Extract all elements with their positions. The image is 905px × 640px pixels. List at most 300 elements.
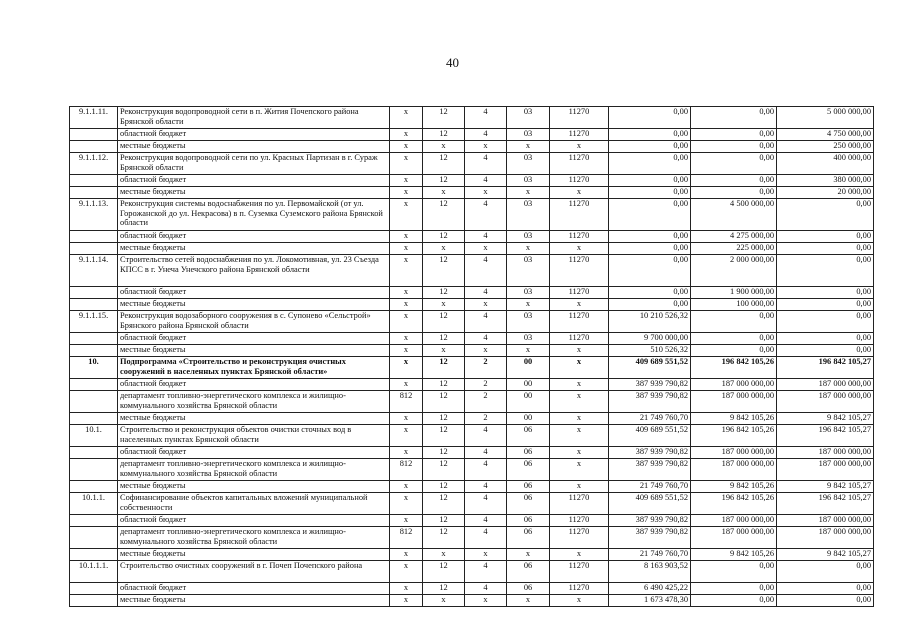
- row-value-2: 196 842 105,26: [691, 425, 777, 447]
- row-value-3: 196 842 105,27: [777, 425, 874, 447]
- row-name: Строительство очистных сооружений в г. Почеп Почепского района: [118, 561, 390, 583]
- row-section: 12: [423, 425, 465, 447]
- row-grbs: х: [390, 287, 423, 299]
- row-value-2: 187 000 000,00: [691, 379, 777, 391]
- row-subsection: 4: [465, 583, 507, 595]
- row-value-1: 21 749 760,70: [609, 413, 691, 425]
- row-section: 12: [423, 333, 465, 345]
- row-name: местные бюджеты: [118, 243, 390, 255]
- row-code: [70, 287, 118, 299]
- row-program: 06: [507, 425, 550, 447]
- row-grbs: 812: [390, 527, 423, 549]
- row-grbs: х: [390, 333, 423, 345]
- row-code: [70, 345, 118, 357]
- table-row: [70, 379, 874, 391]
- row-section: 12: [423, 153, 465, 175]
- row-grbs: х: [390, 187, 423, 199]
- row-value-1: 0,00: [609, 199, 691, 231]
- row-program: 03: [507, 175, 550, 187]
- row-subsection: 4: [465, 481, 507, 493]
- row-value-3: 187 000 000,00: [777, 379, 874, 391]
- row-name: департамент топливно-энергетического комплекса и жилищно-коммунального хозяйства Брянской области: [118, 391, 390, 413]
- row-name: Реконструкция водозаборного сооружения в с. Супонево «Сельстрой» Брянского района Брянской области: [118, 311, 390, 333]
- row-code: 9.1.1.15.: [70, 311, 118, 333]
- row-value-3: 20 000,00: [777, 187, 874, 199]
- row-subsection: 2: [465, 391, 507, 413]
- row-target: 11270: [550, 153, 609, 175]
- row-target: х: [550, 447, 609, 459]
- row-value-3: 0,00: [777, 243, 874, 255]
- row-section: х: [423, 187, 465, 199]
- table-row: [70, 425, 874, 447]
- table-row: [70, 311, 874, 333]
- row-name: областной бюджет: [118, 515, 390, 527]
- row-code: [70, 583, 118, 595]
- row-name: департамент топливно-энергетического комплекса и жилищно-коммунального хозяйства Брянской области: [118, 527, 390, 549]
- table-row: [70, 175, 874, 187]
- row-name: областной бюджет: [118, 129, 390, 141]
- row-value-1: 387 939 790,82: [609, 447, 691, 459]
- row-subsection: х: [465, 299, 507, 311]
- row-name: местные бюджеты: [118, 481, 390, 493]
- row-program: 03: [507, 311, 550, 333]
- row-value-2: 1 900 000,00: [691, 287, 777, 299]
- row-section: х: [423, 299, 465, 311]
- row-program: 03: [507, 129, 550, 141]
- row-value-3: 0,00: [777, 287, 874, 299]
- row-program: 03: [507, 231, 550, 243]
- row-value-3: 9 842 105,27: [777, 549, 874, 561]
- row-grbs: х: [390, 595, 423, 607]
- row-value-3: 0,00: [777, 595, 874, 607]
- row-subsection: х: [465, 187, 507, 199]
- row-target: 11270: [550, 493, 609, 515]
- row-subsection: 4: [465, 311, 507, 333]
- row-name: Подпрограмма «Строительство и реконструкция очистных сооружений в населенных пунктах Брянской области»: [118, 357, 390, 379]
- row-value-1: 0,00: [609, 243, 691, 255]
- table-row: [70, 357, 874, 379]
- row-grbs: х: [390, 141, 423, 153]
- row-grbs: х: [390, 107, 423, 129]
- row-target: х: [550, 379, 609, 391]
- row-value-1: 387 939 790,82: [609, 459, 691, 481]
- row-name: областной бюджет: [118, 175, 390, 187]
- row-value-2: 187 000 000,00: [691, 515, 777, 527]
- row-value-1: 0,00: [609, 141, 691, 153]
- row-value-3: 187 000 000,00: [777, 527, 874, 549]
- row-section: 12: [423, 379, 465, 391]
- row-target: 11270: [550, 199, 609, 231]
- row-subsection: 4: [465, 515, 507, 527]
- row-name: областной бюджет: [118, 287, 390, 299]
- row-grbs: х: [390, 493, 423, 515]
- row-program: 00: [507, 391, 550, 413]
- row-section: 12: [423, 199, 465, 231]
- row-value-1: 387 939 790,82: [609, 527, 691, 549]
- row-section: 12: [423, 391, 465, 413]
- table-row: [70, 243, 874, 255]
- row-value-2: 0,00: [691, 129, 777, 141]
- row-value-1: 510 526,32: [609, 345, 691, 357]
- row-target: х: [550, 357, 609, 379]
- row-section: 12: [423, 357, 465, 379]
- row-grbs: х: [390, 199, 423, 231]
- row-value-3: 0,00: [777, 561, 874, 583]
- row-value-2: 0,00: [691, 583, 777, 595]
- row-value-3: 0,00: [777, 231, 874, 243]
- row-grbs: х: [390, 481, 423, 493]
- row-target: х: [550, 345, 609, 357]
- row-subsection: 2: [465, 379, 507, 391]
- table-row: [70, 141, 874, 153]
- row-value-2: 0,00: [691, 595, 777, 607]
- row-grbs: х: [390, 379, 423, 391]
- row-value-2: 0,00: [691, 187, 777, 199]
- row-code: [70, 129, 118, 141]
- row-value-2: 0,00: [691, 311, 777, 333]
- row-target: х: [550, 549, 609, 561]
- row-subsection: 4: [465, 425, 507, 447]
- row-program: х: [507, 549, 550, 561]
- table-row: [70, 595, 874, 607]
- row-subsection: 4: [465, 129, 507, 141]
- row-section: 12: [423, 459, 465, 481]
- row-target: 11270: [550, 333, 609, 345]
- row-section: 12: [423, 481, 465, 493]
- row-code: [70, 333, 118, 345]
- row-grbs: х: [390, 175, 423, 187]
- row-value-2: 0,00: [691, 153, 777, 175]
- row-target: 11270: [550, 287, 609, 299]
- table-row: [70, 153, 874, 175]
- row-section: х: [423, 243, 465, 255]
- row-section: 12: [423, 231, 465, 243]
- row-program: х: [507, 345, 550, 357]
- row-value-1: 409 689 551,52: [609, 357, 691, 379]
- row-target: х: [550, 595, 609, 607]
- row-value-2: 187 000 000,00: [691, 527, 777, 549]
- row-value-2: 2 000 000,00: [691, 255, 777, 287]
- row-subsection: 4: [465, 231, 507, 243]
- row-value-3: 187 000 000,00: [777, 391, 874, 413]
- row-value-1: 0,00: [609, 231, 691, 243]
- row-code: [70, 459, 118, 481]
- row-target: х: [550, 141, 609, 153]
- row-code: [70, 187, 118, 199]
- row-value-1: 0,00: [609, 299, 691, 311]
- row-subsection: 4: [465, 493, 507, 515]
- row-value-2: 0,00: [691, 141, 777, 153]
- row-name: местные бюджеты: [118, 413, 390, 425]
- row-value-3: 196 842 105,27: [777, 357, 874, 379]
- row-subsection: 4: [465, 153, 507, 175]
- row-value-1: 387 939 790,82: [609, 515, 691, 527]
- row-subsection: х: [465, 595, 507, 607]
- row-subsection: 2: [465, 413, 507, 425]
- row-program: 03: [507, 153, 550, 175]
- row-section: 12: [423, 561, 465, 583]
- row-value-1: 21 749 760,70: [609, 481, 691, 493]
- row-target: х: [550, 425, 609, 447]
- row-value-2: 4 275 000,00: [691, 231, 777, 243]
- row-target: х: [550, 299, 609, 311]
- row-name: Реконструкция водопроводной сети по ул. Красных Партизан в г. Сураж Брянской области: [118, 153, 390, 175]
- row-code: [70, 447, 118, 459]
- row-code: [70, 243, 118, 255]
- row-name: Реконструкция системы водоснабжения по ул. Первомайской (от ул. Горожанской до ул. Некрасова) в п. Суземка Суземского района Брянской области: [118, 199, 390, 231]
- row-code: [70, 231, 118, 243]
- row-section: 12: [423, 255, 465, 287]
- row-code: [70, 391, 118, 413]
- row-code: [70, 299, 118, 311]
- row-value-2: 0,00: [691, 561, 777, 583]
- row-target: 11270: [550, 561, 609, 583]
- row-target: 11270: [550, 583, 609, 595]
- row-value-2: 196 842 105,26: [691, 493, 777, 515]
- table-row: [70, 333, 874, 345]
- table-row: [70, 527, 874, 549]
- row-name: областной бюджет: [118, 379, 390, 391]
- row-value-2: 187 000 000,00: [691, 391, 777, 413]
- row-grbs: х: [390, 299, 423, 311]
- row-program: 06: [507, 459, 550, 481]
- row-value-2: 187 000 000,00: [691, 447, 777, 459]
- row-name: областной бюджет: [118, 447, 390, 459]
- row-code: 9.1.1.11.: [70, 107, 118, 129]
- row-value-2: 0,00: [691, 333, 777, 345]
- row-grbs: 812: [390, 459, 423, 481]
- row-value-3: 0,00: [777, 255, 874, 287]
- row-value-1: 0,00: [609, 129, 691, 141]
- row-subsection: 4: [465, 561, 507, 583]
- row-grbs: х: [390, 583, 423, 595]
- row-program: 00: [507, 379, 550, 391]
- row-target: 11270: [550, 175, 609, 187]
- row-name: областной бюджет: [118, 333, 390, 345]
- row-value-1: 0,00: [609, 187, 691, 199]
- row-code: 10.1.1.: [70, 493, 118, 515]
- row-value-3: 187 000 000,00: [777, 515, 874, 527]
- table-row: [70, 129, 874, 141]
- row-value-1: 409 689 551,52: [609, 425, 691, 447]
- row-code: 10.1.: [70, 425, 118, 447]
- row-value-3: 0,00: [777, 583, 874, 595]
- row-value-3: 9 842 105,27: [777, 481, 874, 493]
- row-name: областной бюджет: [118, 583, 390, 595]
- row-program: х: [507, 595, 550, 607]
- row-program: 00: [507, 413, 550, 425]
- table-row: [70, 549, 874, 561]
- row-program: 06: [507, 515, 550, 527]
- row-section: х: [423, 141, 465, 153]
- row-section: 12: [423, 413, 465, 425]
- row-value-2: 225 000,00: [691, 243, 777, 255]
- row-name: местные бюджеты: [118, 299, 390, 311]
- row-value-3: 250 000,00: [777, 141, 874, 153]
- row-value-1: 1 673 478,30: [609, 595, 691, 607]
- row-subsection: х: [465, 141, 507, 153]
- row-value-3: 5 000 000,00: [777, 107, 874, 129]
- row-value-2: 100 000,00: [691, 299, 777, 311]
- row-value-3: 0,00: [777, 311, 874, 333]
- row-grbs: х: [390, 129, 423, 141]
- table-row: [70, 231, 874, 243]
- row-value-1: 9 700 000,00: [609, 333, 691, 345]
- row-subsection: х: [465, 549, 507, 561]
- row-value-1: 0,00: [609, 107, 691, 129]
- row-code: [70, 549, 118, 561]
- row-section: 12: [423, 447, 465, 459]
- table-row: [70, 561, 874, 583]
- row-value-2: 196 842 105,26: [691, 357, 777, 379]
- row-subsection: 4: [465, 527, 507, 549]
- table-row: [70, 583, 874, 595]
- table-row: [70, 447, 874, 459]
- row-grbs: х: [390, 255, 423, 287]
- row-code: 10.1.1.1.: [70, 561, 118, 583]
- row-program: 03: [507, 333, 550, 345]
- table-row: [70, 107, 874, 129]
- row-value-2: 9 842 105,26: [691, 481, 777, 493]
- row-name: Реконструкция водопроводной сети в п. Жития Почепского района Брянской области: [118, 107, 390, 129]
- table-row: [70, 299, 874, 311]
- row-name: местные бюджеты: [118, 345, 390, 357]
- row-name: департамент топливно-энергетического комплекса и жилищно-коммунального хозяйства Брянской области: [118, 459, 390, 481]
- row-value-3: 0,00: [777, 333, 874, 345]
- row-target: 11270: [550, 515, 609, 527]
- row-target: х: [550, 243, 609, 255]
- row-target: 11270: [550, 129, 609, 141]
- row-program: х: [507, 141, 550, 153]
- row-name: Строительство и реконструкция объектов очистки сточных вод в населенных пунктах Брянской области: [118, 425, 390, 447]
- row-section: 12: [423, 129, 465, 141]
- row-section: 12: [423, 527, 465, 549]
- table-row: [70, 287, 874, 299]
- row-program: 06: [507, 481, 550, 493]
- row-code: 9.1.1.12.: [70, 153, 118, 175]
- table-row: [70, 515, 874, 527]
- row-value-2: 187 000 000,00: [691, 459, 777, 481]
- row-code: [70, 413, 118, 425]
- row-grbs: 812: [390, 391, 423, 413]
- row-name: местные бюджеты: [118, 187, 390, 199]
- row-subsection: х: [465, 243, 507, 255]
- row-value-3: 0,00: [777, 299, 874, 311]
- row-value-1: 387 939 790,82: [609, 391, 691, 413]
- row-value-3: 196 842 105,27: [777, 493, 874, 515]
- row-name: Софинансирование объектов капитальных вложений муниципальной собственности: [118, 493, 390, 515]
- row-section: х: [423, 345, 465, 357]
- row-section: 12: [423, 175, 465, 187]
- table-row: [70, 199, 874, 231]
- row-subsection: 4: [465, 255, 507, 287]
- row-value-3: 0,00: [777, 345, 874, 357]
- row-subsection: 4: [465, 287, 507, 299]
- table-row: [70, 255, 874, 287]
- row-value-1: 0,00: [609, 153, 691, 175]
- row-subsection: 4: [465, 459, 507, 481]
- row-target: х: [550, 391, 609, 413]
- page-number: 40: [446, 55, 459, 70]
- row-value-1: 10 210 526,32: [609, 311, 691, 333]
- row-section: 12: [423, 107, 465, 129]
- row-program: х: [507, 299, 550, 311]
- row-name: местные бюджеты: [118, 549, 390, 561]
- row-subsection: 2: [465, 357, 507, 379]
- row-value-2: 9 842 105,26: [691, 549, 777, 561]
- row-subsection: 4: [465, 107, 507, 129]
- row-value-1: 6 490 425,22: [609, 583, 691, 595]
- row-target: 11270: [550, 231, 609, 243]
- row-value-3: 380 000,00: [777, 175, 874, 187]
- row-value-2: 0,00: [691, 345, 777, 357]
- table-row: [70, 391, 874, 413]
- row-subsection: 4: [465, 199, 507, 231]
- row-code: [70, 175, 118, 187]
- row-section: 12: [423, 311, 465, 333]
- row-subsection: 4: [465, 447, 507, 459]
- row-program: 00: [507, 357, 550, 379]
- row-program: х: [507, 187, 550, 199]
- row-grbs: х: [390, 345, 423, 357]
- row-code: [70, 481, 118, 493]
- row-target: 11270: [550, 255, 609, 287]
- row-name: Строительство сетей водоснабжения по ул. Локомотивная, ул. 23 Съезда КПСС в г. Унеча Унечского района Брянской области: [118, 255, 390, 287]
- row-value-3: 9 842 105,27: [777, 413, 874, 425]
- row-grbs: х: [390, 561, 423, 583]
- row-subsection: 4: [465, 175, 507, 187]
- table-row: [70, 413, 874, 425]
- row-code: 10.: [70, 357, 118, 379]
- row-grbs: х: [390, 447, 423, 459]
- row-grbs: х: [390, 425, 423, 447]
- row-section: 12: [423, 287, 465, 299]
- row-value-2: 9 842 105,26: [691, 413, 777, 425]
- row-program: 06: [507, 527, 550, 549]
- row-subsection: 4: [465, 333, 507, 345]
- row-target: 11270: [550, 527, 609, 549]
- row-code: 9.1.1.13.: [70, 199, 118, 231]
- row-grbs: х: [390, 357, 423, 379]
- row-value-2: 0,00: [691, 107, 777, 129]
- row-grbs: х: [390, 515, 423, 527]
- row-target: х: [550, 187, 609, 199]
- row-program: 06: [507, 583, 550, 595]
- row-code: [70, 515, 118, 527]
- row-value-1: 8 163 903,52: [609, 561, 691, 583]
- row-code: [70, 595, 118, 607]
- row-value-1: 409 689 551,52: [609, 493, 691, 515]
- budget-table: [69, 106, 874, 607]
- table-row: [70, 459, 874, 481]
- row-grbs: х: [390, 549, 423, 561]
- table-row: [70, 187, 874, 199]
- row-target: х: [550, 413, 609, 425]
- row-program: 03: [507, 107, 550, 129]
- row-program: 03: [507, 199, 550, 231]
- row-grbs: х: [390, 413, 423, 425]
- row-target: 11270: [550, 107, 609, 129]
- row-value-3: 4 750 000,00: [777, 129, 874, 141]
- row-program: 06: [507, 493, 550, 515]
- row-section: х: [423, 595, 465, 607]
- row-target: 11270: [550, 311, 609, 333]
- row-grbs: х: [390, 311, 423, 333]
- row-program: 03: [507, 255, 550, 287]
- row-value-3: 187 000 000,00: [777, 459, 874, 481]
- row-program: х: [507, 243, 550, 255]
- row-grbs: х: [390, 231, 423, 243]
